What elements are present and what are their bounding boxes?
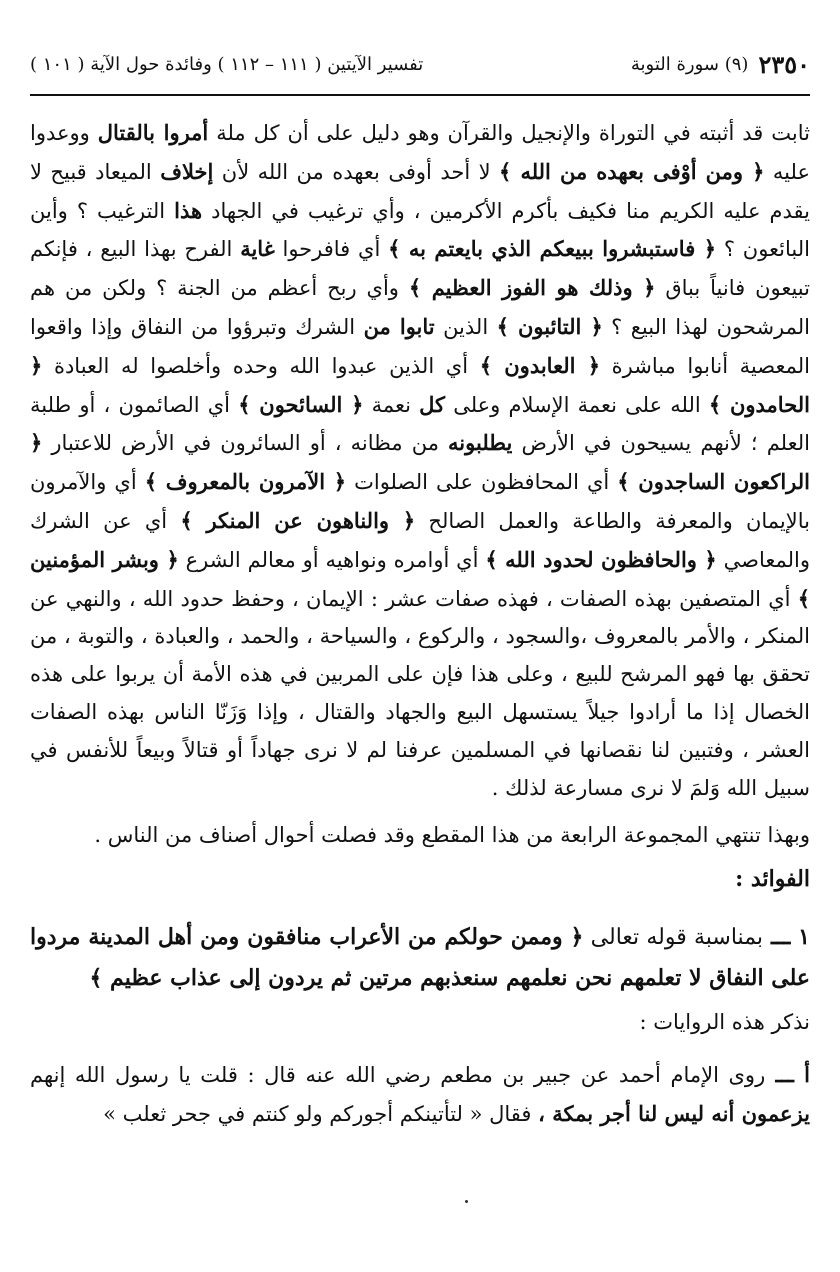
book-page	[30, 42, 810, 1242]
narration-a: أ ـــ روى الإمام أحمد عن جبير بن مطعم رضي الله عنه قال : قلت يا رسول الله إنهم يزعمون أنه ليس لنا أجر بمكة ، فقال « لتأتينكم أجوركم ولو كنتم في جحر ثعلب »	[30, 1061, 810, 1126]
paragraph-intro-narrations: نذكر هذه الروايات :	[639, 1009, 810, 1034]
section-title: تفسير الآيتين ( ١١١ – ١١٢ ) وفائدة حول الآية ( ١٠١ )	[30, 54, 424, 75]
quran-quote: ﴿ وذلك هو الفوز العظيم ﴾	[408, 275, 656, 301]
surah-name: (٩) سورة التوبة	[630, 54, 749, 75]
quran-quote: ﴿ وممن حولكم من الأعراب منافقون ومن أهل المدينة مردوا على النفاق لا تعلمهم نحن نعلمهم سنعذبهم مرتين ثم يردون إلى عذاب عظيم ﴾	[30, 923, 810, 991]
paragraph-commentary: ثابت قد أثبته في التوراة والإنجيل والقرآن وهو دليل على أن كل ملة أمروا بالقتال ووعدوا عليه ﴿ ومن أوْفى بعهده من الله ﴾ لا أحد أوفى بعهده من الله لأن إخلاف الميعاد قبيح لا يقدم عليه الكريم منا فكيف بأكرم الأكرمين ، وأي ترغيب في الجهاد هذا الترغيب ؟ وأين البائعون ؟ ﴿ فاستبشروا ببيعكم الذي بايعتم به ﴾ أي فافرحوا غاية الفرح بهذا البيع ، فإنكم تبيعون فانياً بباق ﴿ وذلك هو الفوز العظيم ﴾ وأي ربح أعظم من الجنة ؟ ولكن من هم المرشحون لهذا البيع ؟ ﴿ التائبون ﴾ الذين تابوا من الشرك وتبرؤوا من النفاق وإذا واقعوا المعصية أنابوا مباشرة ﴿ العابدون ﴾ أي الذين عبدوا الله وحده وأخلصوا له العبادة ﴿ الحامدون ﴾ الله على نعمة الإسلام وعلى كل نعمة ﴿ السائحون ﴾ أي الصائمون ، أو طلبة العلم ؛ لأنهم يسيحون في الأرض يطلبونه من مظانه ، أو السائرون في الأرض للاعتبار ﴿ الراكعون الساجدون ﴾ أي المحافظون على الصلوات ﴿ الآمرون بالمعروف ﴾ أي والآمرون بالإيمان والمعرفة والطاعة والعمل الصالح ﴿ والناهون عن المنكر ﴾ أي عن الشرك والمعاصي ﴿ والحافظون لحدود الله ﴾ أي أوامره ونواهيه أو معالم الشرع ﴿ وبشر المؤمنين ﴾ أي المتصفين بهذه الصفات ، فهذه صفات عشر : الإيمان ، وحفظ حدود الله ، والنهي عن المنكر ، والأمر بالمعروف ،والسجود ، والركوع ، والسياحة ، والحمد ، والعبادة ، والتوبة ، من تحقق بها فهو المرشح للبيع ، وعلى هذا فإن على المربين في هذه الأمة أن يربوا على هذه الخصال إذا ما أرادوا جيلاً يستسهل البيع والجهاد والقتال ، وإذا وَزَنّا الناس بهذه الصفات العشر ، وفتبين لنا نقصانها في المسلمين عرفنا لم لا نرى جهاداً أو قتالاً وبيعاً للأنفس في سبيل الله وَلمَ لا نرى مسارعة لذلك .	[30, 120, 811, 800]
quran-quote: ﴿ الراكعون الساجدون ﴾	[30, 430, 810, 495]
header-right	[630, 50, 810, 79]
running-header	[30, 42, 810, 96]
quran-quote: ﴿ السائحون ﴾	[238, 391, 364, 417]
quran-quote: ﴿ وبشر المؤمنين ﴾	[30, 546, 810, 611]
page-number: ٢٣٥٠	[758, 50, 810, 79]
quran-quote: ﴿ التائبون ﴾	[496, 313, 603, 339]
paragraph-conclusion: وبهذا تنتهي المجموعة الرابعة من هذا المقطع وقد فصلت أحوال أصناف من الناس .	[94, 823, 810, 848]
page-dot	[465, 1200, 468, 1203]
quran-quote: ﴿ ومن أوْفى بعهده من الله ﴾	[499, 158, 765, 184]
quran-quote: ﴿ فاستبشروا ببيعكم الذي بايعتم به ﴾	[388, 236, 716, 262]
section-heading: الفوائد :	[735, 866, 810, 893]
numbered-note-1: ١ ـــ بمناسبة قوله تعالى ﴿ وممن حولكم من الأعراب منافقون ومن أهل المدينة مردوا على النفاق لا تعلمهم نحن نعلمهم سنعذبهم مرتين ثم يردون إلى عذاب عظيم ﴾	[30, 923, 810, 991]
quran-quote: ﴿ والحافظون لحدود الله ﴾	[485, 546, 717, 572]
quran-quote: ﴿ الآمرون بالمعروف ﴾	[144, 469, 347, 495]
quran-quote: ﴿ العابدون ﴾	[479, 352, 601, 378]
quran-quote: ﴿ الحامدون ﴾	[30, 352, 810, 417]
body-text	[30, 114, 810, 1133]
quran-quote: ﴿ والناهون عن المنكر ﴾	[180, 507, 416, 533]
